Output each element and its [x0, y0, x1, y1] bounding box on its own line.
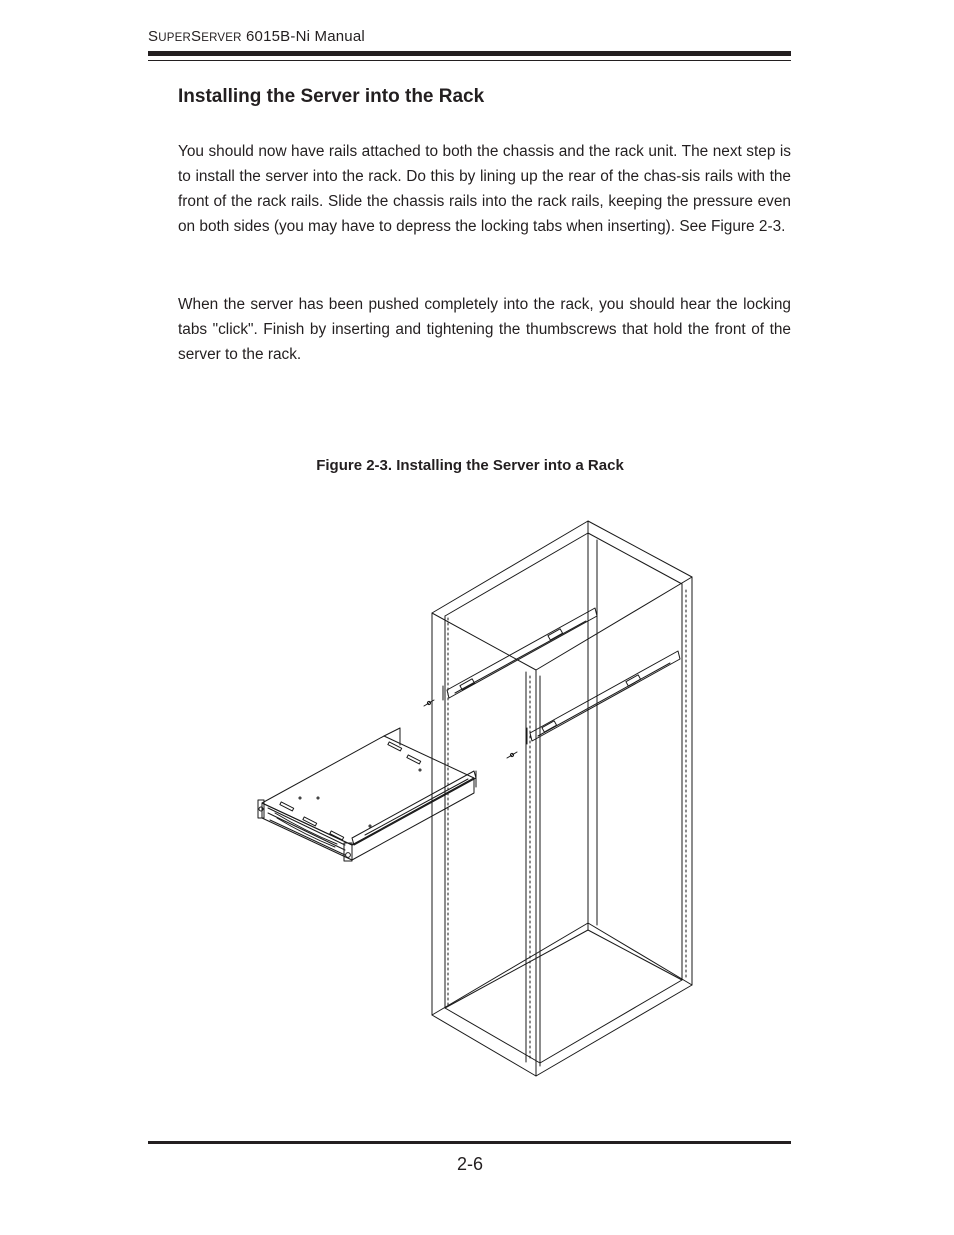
rack-bottom-frame [432, 923, 692, 1076]
rack-installation-figure [250, 515, 700, 1085]
chassis-rail [352, 728, 476, 845]
rack-rail-right [527, 648, 682, 744]
footer-rule [148, 1141, 791, 1144]
mounting-screws [424, 700, 517, 758]
header-rule-thick [148, 51, 791, 56]
header-rule-thin [148, 60, 791, 61]
figure-caption: Figure 2-3. Installing the Server into a Rack [316, 457, 624, 474]
rack-line-drawing [250, 515, 700, 1085]
body-paragraph-1: You should now have rails attached to both the chassis and the rack unit. The next step is to install the server into the rack. Do this by lining up the rear of the chas-sis rails with the front of the rack rails. Slide the chassis rails into the rack rails, keeping the pressure even on both sides (you may have to depress the locking tabs when inserting). See Figure 2-3. [178, 143, 791, 235]
body-paragraph-2: When the server has been pushed completely into the rack, you should hear the locking tabs "click". Finish by inserting and tightening the thumbscrews that hold the front of the server to the rack. [178, 296, 791, 363]
server-chassis [258, 736, 474, 861]
running-head: SUPERSERVER 6015B-Ni Manual [148, 28, 365, 45]
section-title: Installing the Server into the Rack [178, 86, 485, 107]
rack-top-frame [432, 521, 692, 678]
rack-rail-left [443, 604, 597, 700]
rack-posts [432, 533, 692, 1076]
page-number: 2-6 [456, 1154, 483, 1174]
